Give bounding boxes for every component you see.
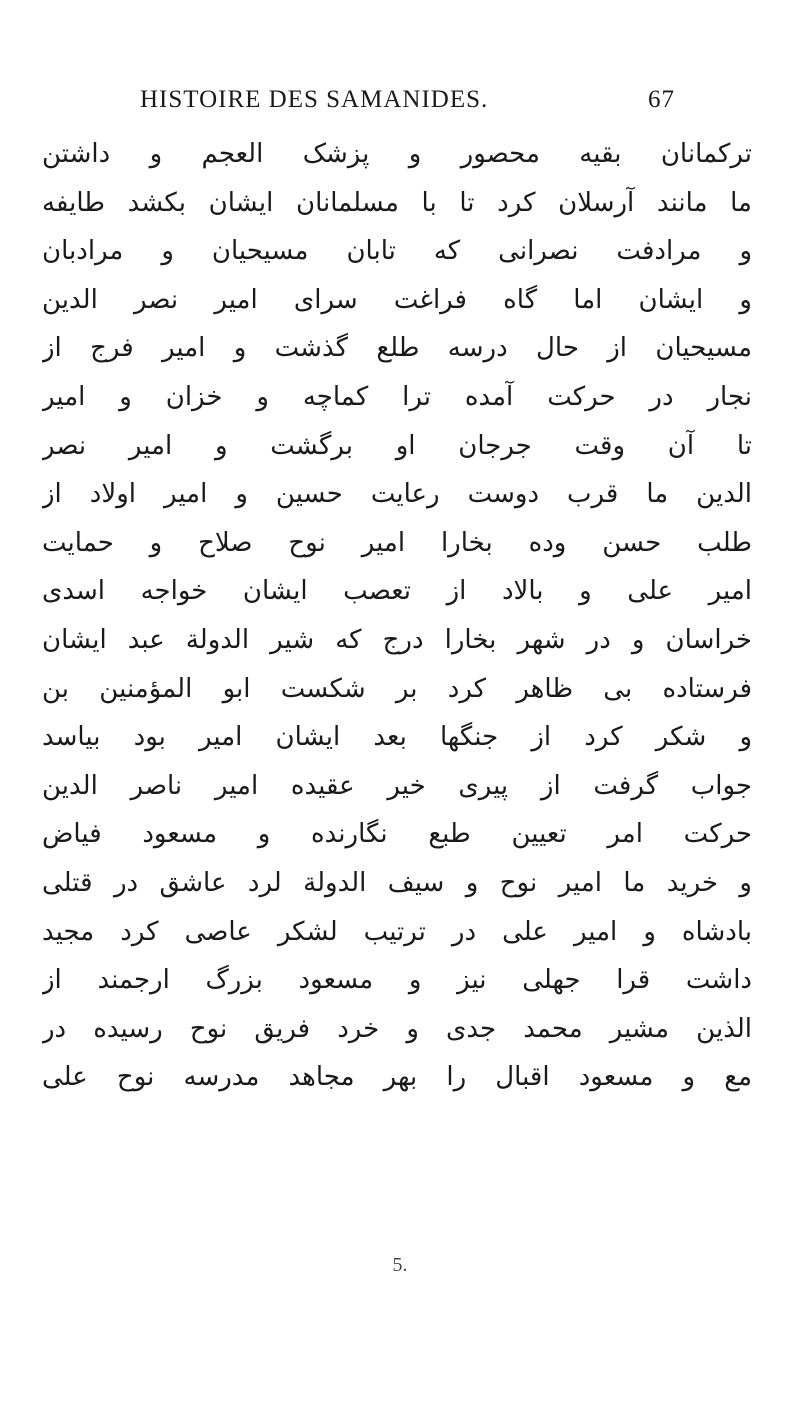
text-line: تا آن وقت جرجان او برگشت و امیر نصر [42, 430, 752, 461]
text-line: داشت قرا جهلی نیز و مسعود بزرگ ارجمند از [42, 965, 752, 996]
text-line: حرکت امر تعیین طبع نگارنده و مسعود فیاض [42, 819, 752, 850]
text-line: ما مانند آرسلان کرد تا با مسلمانان ایشان بکشد طایفه [42, 187, 752, 218]
text-line: جواب گرفت از پیری خیر عقیده امیر ناصر الدین [42, 770, 752, 801]
text-line: و مرادفت نصرانی که تابان مسیحیان و مرادبان [42, 236, 752, 267]
text-line: فرستاده بی ظاهر کرد بر شکست ابو المؤمنین بن [42, 673, 752, 704]
persian-text-body [42, 130, 752, 1102]
text-line: بادشاه و امیر علی در ترتیب لشکر عاصی کرد مجید [42, 916, 752, 947]
running-title: HISTOIRE DES SAMANIDES. [140, 86, 489, 113]
text-line: مسیحیان از حال درسه طلع گذشت و امیر فرج از [42, 333, 752, 364]
text-line: و خرید ما امیر نوح و سیف الدولة لرد عاشق در قتلی [42, 867, 752, 898]
signature-mark: 5. [392, 1254, 408, 1276]
text-line: نجار در حرکت آمده ترا کماچه و خزان و امیر [42, 381, 752, 412]
text-line: مع و مسعود اقبال را بهر مجاهد مدرسه نوح علی [42, 1062, 752, 1093]
page-header [140, 86, 675, 126]
page-number: 67 [648, 86, 675, 113]
text-line: الدین ما قرب دوست رعایت حسین و امیر اولاد از [42, 479, 752, 510]
text-line: و شکر کرد از جنگها بعد ایشان امیر بود بیاسد [42, 722, 752, 753]
text-line: طلب حسن وده بخارا امیر نوح صلاح و حمایت [42, 527, 752, 558]
text-line: ترکمانان بقیه محصور و پزشک العجم و داشتن [42, 139, 752, 169]
text-line: الذین مشیر محمد جدی و خرد فریق نوح رسیده در [42, 1013, 752, 1044]
text-line: خراسان و در شهر بخارا درج که شیر الدولة عبد ایشان [42, 624, 752, 655]
text-line: امیر علی و بالاد از تعصب ایشان خواجه اسدی [42, 576, 752, 607]
text-line: و ایشان اما گاه فراغت سرای امیر نصر الدین [42, 284, 752, 315]
